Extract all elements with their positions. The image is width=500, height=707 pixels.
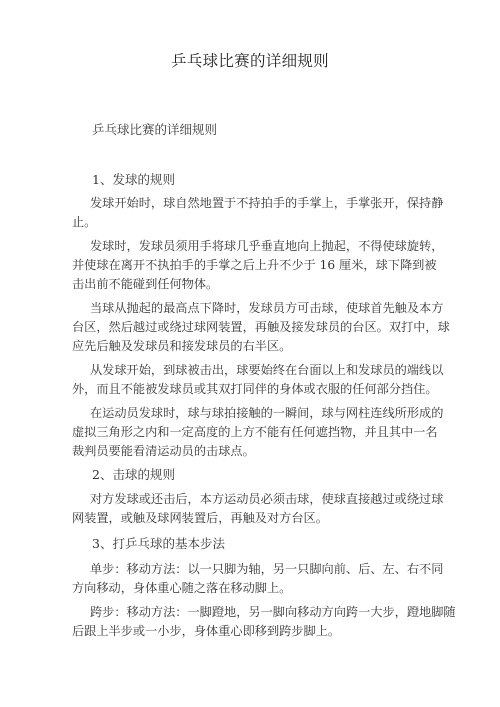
paragraph-line: 方向移动，身体重心随之落在移动脚上。	[72, 581, 292, 596]
paragraph-line: 发球时，发球员须用手将球几乎垂直地向上抛起，不得使球旋转，	[90, 239, 444, 253]
document-title: 乒乓球比赛的详细规则	[170, 52, 329, 70]
paragraph	[72, 194, 444, 232]
paragraph-line: 应先后触及发球员和接发球员的右半区。	[72, 339, 292, 354]
paragraph	[72, 361, 444, 399]
document-subtitle: 乒乓球比赛的详细规则	[92, 122, 218, 137]
paragraph-line: 对方发球或还击后，本方运动员必须击球，使球直接越过或绕过球	[90, 492, 444, 506]
paragraph-line: 后跟上半步或一小步，身体重心即移到跨步脚上。	[72, 624, 341, 639]
section-heading-serve: 1、发球的规则	[92, 172, 175, 187]
paragraph-line: 虚拟三角形之内和一定高度的上方不能有任何遮挡物，并且其中一名	[72, 425, 438, 440]
paragraph	[72, 490, 444, 528]
paragraph-line: 在运动员发球时，球与球拍接触的一瞬间，球与网柱连线所形成的	[90, 406, 444, 420]
section-heading-footwork: 3、打乒乓球的基本步法	[92, 536, 225, 551]
paragraph-line: 发球开始时，球自然地置于不持拍手的手掌上，手掌张开，保持静	[90, 196, 444, 210]
paragraph	[72, 404, 444, 462]
section-heading-stroke: 2、击球的规则	[92, 467, 175, 482]
paragraph-line: 台区，然后越过或绕过球网装置，再触及接发球员的台区。双打中，球	[72, 320, 450, 335]
paragraph-line: 网装置，或触及球网装置后，再触及对方台区。	[72, 511, 328, 526]
paragraph	[72, 603, 456, 641]
paragraph-line: 从发球开始，到球被击出，球要始终在台面以上和发球员的端线以	[90, 363, 444, 377]
paragraph-line: 并使球在离开不执拍手的手掌之后上升不少于 16 厘米，球下降到被	[72, 258, 437, 273]
paragraph-line: 单步：移动方法：以一只脚为轴，另一只脚向前、后、左、右不同	[90, 562, 444, 576]
paragraph-line: 止。	[72, 215, 97, 230]
paragraph-line: 外，而且不能被发球员或其双打同伴的身体或衣服的任何部分挡住。	[72, 382, 438, 397]
paragraph	[72, 299, 450, 357]
paragraph-line: 当球从抛起的最高点下降时，发球员方可击球，使球首先触及本方	[90, 301, 444, 315]
paragraph-line: 击出前不能碰到任何物体。	[72, 277, 219, 292]
paragraph	[72, 237, 444, 295]
paragraph	[72, 560, 444, 598]
paragraph-line: 跨步：移动方法：一脚蹬地，另一脚向移动方向跨一大步，蹬地脚随	[90, 605, 456, 619]
paragraph-line: 裁判员要能看清运动员的击球点。	[72, 444, 255, 459]
